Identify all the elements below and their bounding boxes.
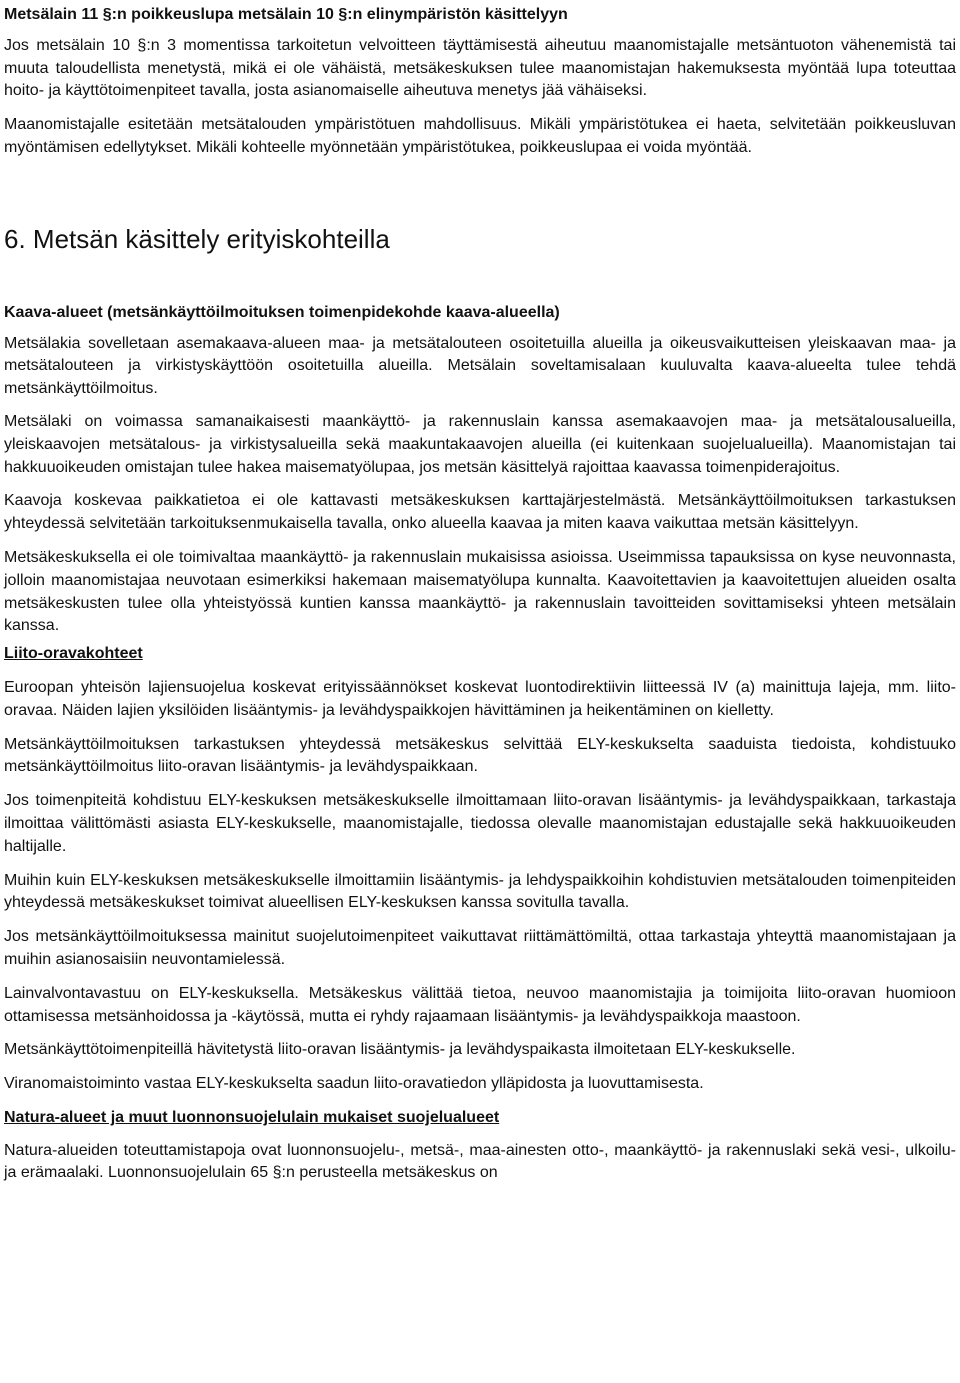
paragraph: Euroopan yhteisön lajiensuojelua koskevat erityissäännökset koskevat luontodirektiivin liitteessä IV (a) mainittuja lajeja, mm. liito-oravaa. Näiden lajien yksilöiden lisääntymis- ja levähdyspaikkojen hävittäminen ja heikentäminen on kielletty. <box>4 678 956 719</box>
paragraph: Natura-alueiden toteuttamistapoja ovat luonnonsuojelu-, metsä-, maa-ainesten otto-, maankäyttö- ja rakennuslaki sekä vesi-, ulkoilu- ja erämaalaki. Luonnonsuojelulain 65 §:n perusteella metsäkeskus on <box>4 1141 956 1182</box>
paragraph: Metsänkäyttöilmoituksen tarkastuksen yhteydessä metsäkeskus selvittää ELY-keskukselta saaduista tiedoista, kohdistuuko metsänkäyttöilmoitus liito-oravan lisääntymis- ja levähdyspaikkaan. <box>4 735 956 776</box>
paragraph: Viranomaistoiminto vastaa ELY-keskukselta saadun liito-oravatiedon ylläpidosta ja luovuttamisesta. <box>4 1075 704 1093</box>
paragraph: Metsänkäyttötoimenpiteillä hävitetystä liito-oravan lisääntymis- ja levähdyspaikasta ilmoitetaan ELY-keskukselle. <box>4 1041 796 1059</box>
paragraph: Jos toimenpiteitä kohdistuu ELY-keskuksen metsäkeskukselle ilmoittamaan liito-oravan lisääntymis- ja levähdyspaikkaan, tarkastaja ilmoittaa välittömästi asiasta ELY-keskukselle, maanomistajalle, tiedossa olevalle maanomistajan edustajalle sekä hakkuuoikeuden haltijalle. <box>4 792 956 855</box>
paragraph: Kaavoja koskevaa paikkatietoa ei ole kattavasti metsäkeskuksen karttajärjestelmästä. Metsänkäyttöilmoituksen tarkastuksen yhteydessä selvitetään tarkoituksenmukaisella tavalla, onko alueella kaavaa ja miten kaava vaikuttaa metsän käsittelyyn. <box>4 492 956 533</box>
heading-poikkeuslupa: Metsälain 11 §:n poikkeuslupa metsälain 10 §:n elinympäristön käsittelyyn <box>4 6 568 23</box>
paragraph: Jos metsänkäyttöilmoituksessa mainitut suojelutoimenpiteet vaikuttavat riittämättömiltä, ottaa tarkastaja yhteyttä maanomistajaan ja muihin asianosaisiin neuvontamielessä. <box>4 928 956 968</box>
paragraph: Metsälaki on voimassa samanaikaisesti maankäyttö- ja rakennuslain kanssa asemakaavojen maa- ja metsätalousalueilla, yleiskaavojen metsätalous- ja virkistysalueilla sekä maakuntakaavojen alueilla (ei kuitenkaan suojelualueilla). Maanomistajan tai hakkuuoikeuden omistajan tulee hakea maisematyölupaa, jos metsän käsittelyä rajoittaa kaavassa toimenpiderajoitus. <box>4 412 956 476</box>
subheading-liito-oravakohteet: Liito-oravakohteet <box>4 645 143 663</box>
paragraph: Muihin kuin ELY-keskuksen metsäkeskukselle ilmoittamiin lisääntymis- ja lehdyspaikkoihin kohdistuvien metsätalouden toimenpiteiden yhteydessä metsäkeskukset toimivat alueellisen ELY-keskuksen kanssa sovitulla tavalla. <box>4 871 956 912</box>
paragraph: Maanomistajalle esitetään metsätalouden ympäristötuen mahdollisuus. Mikäli ympäristötukea ei haeta, selvitetään poikkeusluvan myöntämisen edellytykset. Mikäli kohteelle myönnetään ympäristötukea, poikkeuslupaa ei voida myöntää. <box>4 116 956 156</box>
paragraph: Lainvalvontavastuu on ELY-keskuksella. Metsäkeskus välittää tietoa, neuvoo maanomistajia ja toimijoita liito-oravan huomioon ottamisessa metsänhoidossa ja -käytössä, mutta ei ryhdy rajaamaan lisääntymis- ja levähdyspaikkoja maastoon. <box>4 984 956 1025</box>
paragraph: Metsäkeskuksella ei ole toimivaltaa maankäyttö- ja rakennuslain mukaisissa asioissa. Useimmissa tapauksissa on kyse neuvonnasta, jolloin maanomistajaa neuvotaan esimerkiksi hakemaan maisematyölupa kunnalta. Kaavoitettavien ja kaavoitettujen alueiden osalta metsäkeskusten tulee olla yhteistyössä kuntien kanssa maankäyttö- ja rakennuslain tavoitteiden sovittamiseksi yhteen metsälain kanssa. <box>4 548 956 635</box>
paragraph: Jos metsälain 10 §:n 3 momentissa tarkoitetun velvoitteen täyttämisestä aiheutuu maanomistajalle metsäntuoton vähenemistä tai muuta taloudellista menetystä, mikä ei ole vähäistä, metsäkeskuksen tulee maanomistajan hakemuksesta myöntää lupa toteuttaa hoito- ja käyttötoimenpiteet tavalla, josta asianomaiselle aiheutuva menetys jää vähäiseksi. <box>4 36 956 100</box>
subheading-natura-alueet: Natura-alueet ja muut luonnonsuojelulain mukaiset suojelualueet <box>4 1108 500 1126</box>
subheading-kaava-alueet: Kaava-alueet (metsänkäyttöilmoituksen toimenpidekohde kaava-alueella) <box>4 303 560 321</box>
section-title: 6. Metsän käsittely erityiskohteilla <box>4 223 390 254</box>
paragraph: Metsälakia sovelletaan asemakaava-alueen maa- ja metsätalouteen osoitetuilla alueilla ja oikeusvaikutteisen yleiskaavan maa- ja metsätalouteen ja virkistyskäyttöön osoitetuilla alueilla. Metsälain soveltamisalaan kuuluvalta kaava-alueelta tulee tehdä metsänkäyttöilmoitus. <box>4 334 956 398</box>
